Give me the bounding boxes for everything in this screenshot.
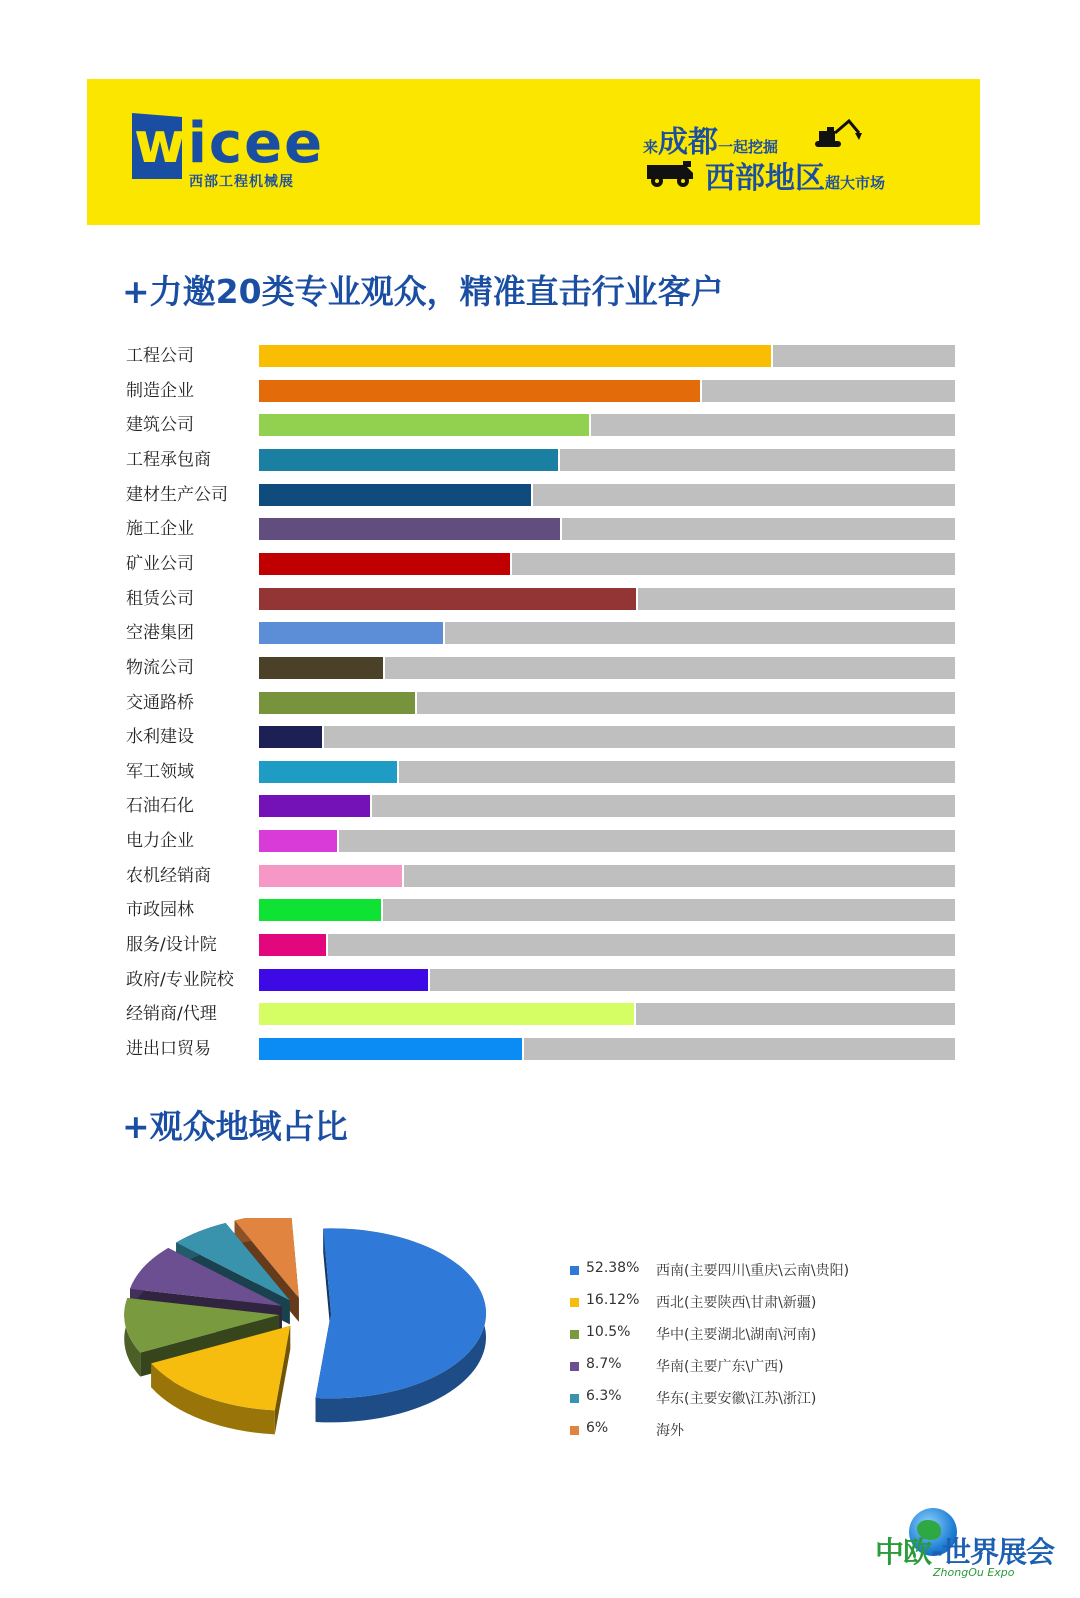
category-label: 工程承包商 bbox=[126, 450, 211, 470]
region-pie-chart bbox=[100, 1218, 540, 1478]
wicee-logo[interactable] bbox=[134, 109, 324, 179]
slogan-text: 一起挖掘 bbox=[718, 138, 779, 156]
bar-track bbox=[259, 761, 955, 783]
bar-track bbox=[259, 622, 955, 644]
category-label: 政府/专业院校 bbox=[126, 970, 234, 990]
bar bbox=[259, 1003, 634, 1025]
legend-label: 海外 bbox=[656, 1423, 684, 1439]
bar bbox=[259, 622, 443, 644]
bar bbox=[259, 726, 322, 748]
bar-track bbox=[259, 380, 955, 402]
bar bbox=[259, 830, 337, 852]
bar-track bbox=[259, 1038, 955, 1060]
bar-track bbox=[259, 657, 955, 679]
bar bbox=[259, 865, 402, 887]
legend-percent: 6% bbox=[586, 1420, 609, 1436]
bar-track bbox=[259, 795, 955, 817]
slogan-line-2 bbox=[705, 153, 885, 197]
bar bbox=[259, 588, 636, 610]
bar bbox=[259, 657, 383, 679]
bar bbox=[259, 553, 510, 575]
logo-subtitle: 西部工程机械展 bbox=[189, 174, 294, 190]
bar bbox=[259, 414, 589, 436]
bar bbox=[259, 899, 381, 921]
category-label: 电力企业 bbox=[126, 831, 194, 851]
legend-percent: 52.38% bbox=[586, 1260, 640, 1276]
bar-track bbox=[259, 518, 955, 540]
legend-swatch bbox=[570, 1298, 579, 1307]
legend-swatch bbox=[570, 1330, 579, 1339]
legend-label: 西北(主要陕西\甘肃\新疆) bbox=[656, 1295, 817, 1311]
bar bbox=[259, 518, 560, 540]
legend-swatch bbox=[570, 1362, 579, 1371]
bar-track bbox=[259, 969, 955, 991]
category-label: 军工领域 bbox=[126, 762, 194, 782]
category-label: 服务/设计院 bbox=[126, 935, 217, 955]
category-label: 空港集团 bbox=[126, 623, 194, 643]
category-label: 市政园林 bbox=[126, 900, 194, 920]
bar bbox=[259, 761, 397, 783]
bar bbox=[259, 934, 326, 956]
bar bbox=[259, 449, 558, 471]
expo-logo-subtitle: ZhongOu Expo bbox=[933, 1566, 1015, 1579]
bar bbox=[259, 795, 370, 817]
slogan-text: 超大市场 bbox=[825, 174, 886, 192]
bar bbox=[259, 692, 415, 714]
bar bbox=[259, 345, 771, 367]
bar-track bbox=[259, 553, 955, 575]
slogan-text: 来 bbox=[643, 138, 659, 156]
bar-track bbox=[259, 830, 955, 852]
category-label: 物流公司 bbox=[126, 658, 194, 678]
legend-swatch bbox=[570, 1426, 579, 1435]
header-banner bbox=[87, 79, 980, 225]
category-label: 建材生产公司 bbox=[126, 485, 228, 505]
category-label: 水利建设 bbox=[126, 727, 194, 747]
legend-label: 华东(主要安徽\江苏\浙江) bbox=[656, 1391, 817, 1407]
category-label: 建筑公司 bbox=[126, 415, 194, 435]
pie-slice bbox=[316, 1228, 486, 1422]
legend-percent: 6.3% bbox=[586, 1388, 622, 1404]
bar-track bbox=[259, 449, 955, 471]
bar-track bbox=[259, 414, 955, 436]
bar-track bbox=[259, 588, 955, 610]
expo-logo-part: 中欧 bbox=[875, 1535, 932, 1569]
legend-swatch bbox=[570, 1266, 579, 1275]
bar-track bbox=[259, 1003, 955, 1025]
category-label: 进出口贸易 bbox=[126, 1039, 211, 1059]
legend-label: 西南(主要四川\重庆\云南\贵阳) bbox=[656, 1263, 850, 1279]
legend-swatch bbox=[570, 1394, 579, 1403]
bar bbox=[259, 380, 700, 402]
mining-truck-icon bbox=[645, 159, 697, 189]
section-title-audience: +力邀20类专业观众，精准直击行业客户 bbox=[122, 272, 724, 311]
category-label: 经销商/代理 bbox=[126, 1004, 217, 1024]
bar-track bbox=[259, 899, 955, 921]
expo-logo-text bbox=[875, 1530, 1054, 1571]
bar-track bbox=[259, 934, 955, 956]
legend-percent: 16.12% bbox=[586, 1292, 640, 1308]
category-label: 制造企业 bbox=[126, 381, 194, 401]
zhongou-expo-logo[interactable] bbox=[875, 1508, 1071, 1596]
bar-track bbox=[259, 345, 955, 367]
section-title-region: +观众地域占比 bbox=[122, 1107, 348, 1146]
category-label: 矿业公司 bbox=[126, 554, 194, 574]
bar-track bbox=[259, 726, 955, 748]
logo-letter-w: w bbox=[134, 111, 188, 176]
category-label: 工程公司 bbox=[126, 346, 194, 366]
category-label: 施工企业 bbox=[126, 519, 194, 539]
bar-track bbox=[259, 865, 955, 887]
category-label: 租赁公司 bbox=[126, 589, 194, 609]
excavator-icon bbox=[813, 119, 863, 149]
category-label: 石油石化 bbox=[126, 796, 194, 816]
category-label: 农机经销商 bbox=[126, 866, 211, 886]
legend-label: 华中(主要湖北\湖南\河南) bbox=[656, 1327, 817, 1343]
category-label: 交通路桥 bbox=[126, 693, 194, 713]
legend-percent: 10.5% bbox=[586, 1324, 631, 1340]
bar-track bbox=[259, 692, 955, 714]
bar bbox=[259, 1038, 522, 1060]
legend-label: 华南(主要广东\广西) bbox=[656, 1359, 784, 1375]
slogan-text: 西部地区 bbox=[705, 161, 825, 196]
expo-logo-part: -世界展会 bbox=[931, 1535, 1055, 1569]
logo-letters: icee bbox=[187, 111, 325, 176]
slogan-text: 成都 bbox=[658, 125, 719, 160]
legend-percent: 8.7% bbox=[586, 1356, 622, 1372]
bar-track bbox=[259, 484, 955, 506]
bar bbox=[259, 484, 531, 506]
bar bbox=[259, 969, 428, 991]
